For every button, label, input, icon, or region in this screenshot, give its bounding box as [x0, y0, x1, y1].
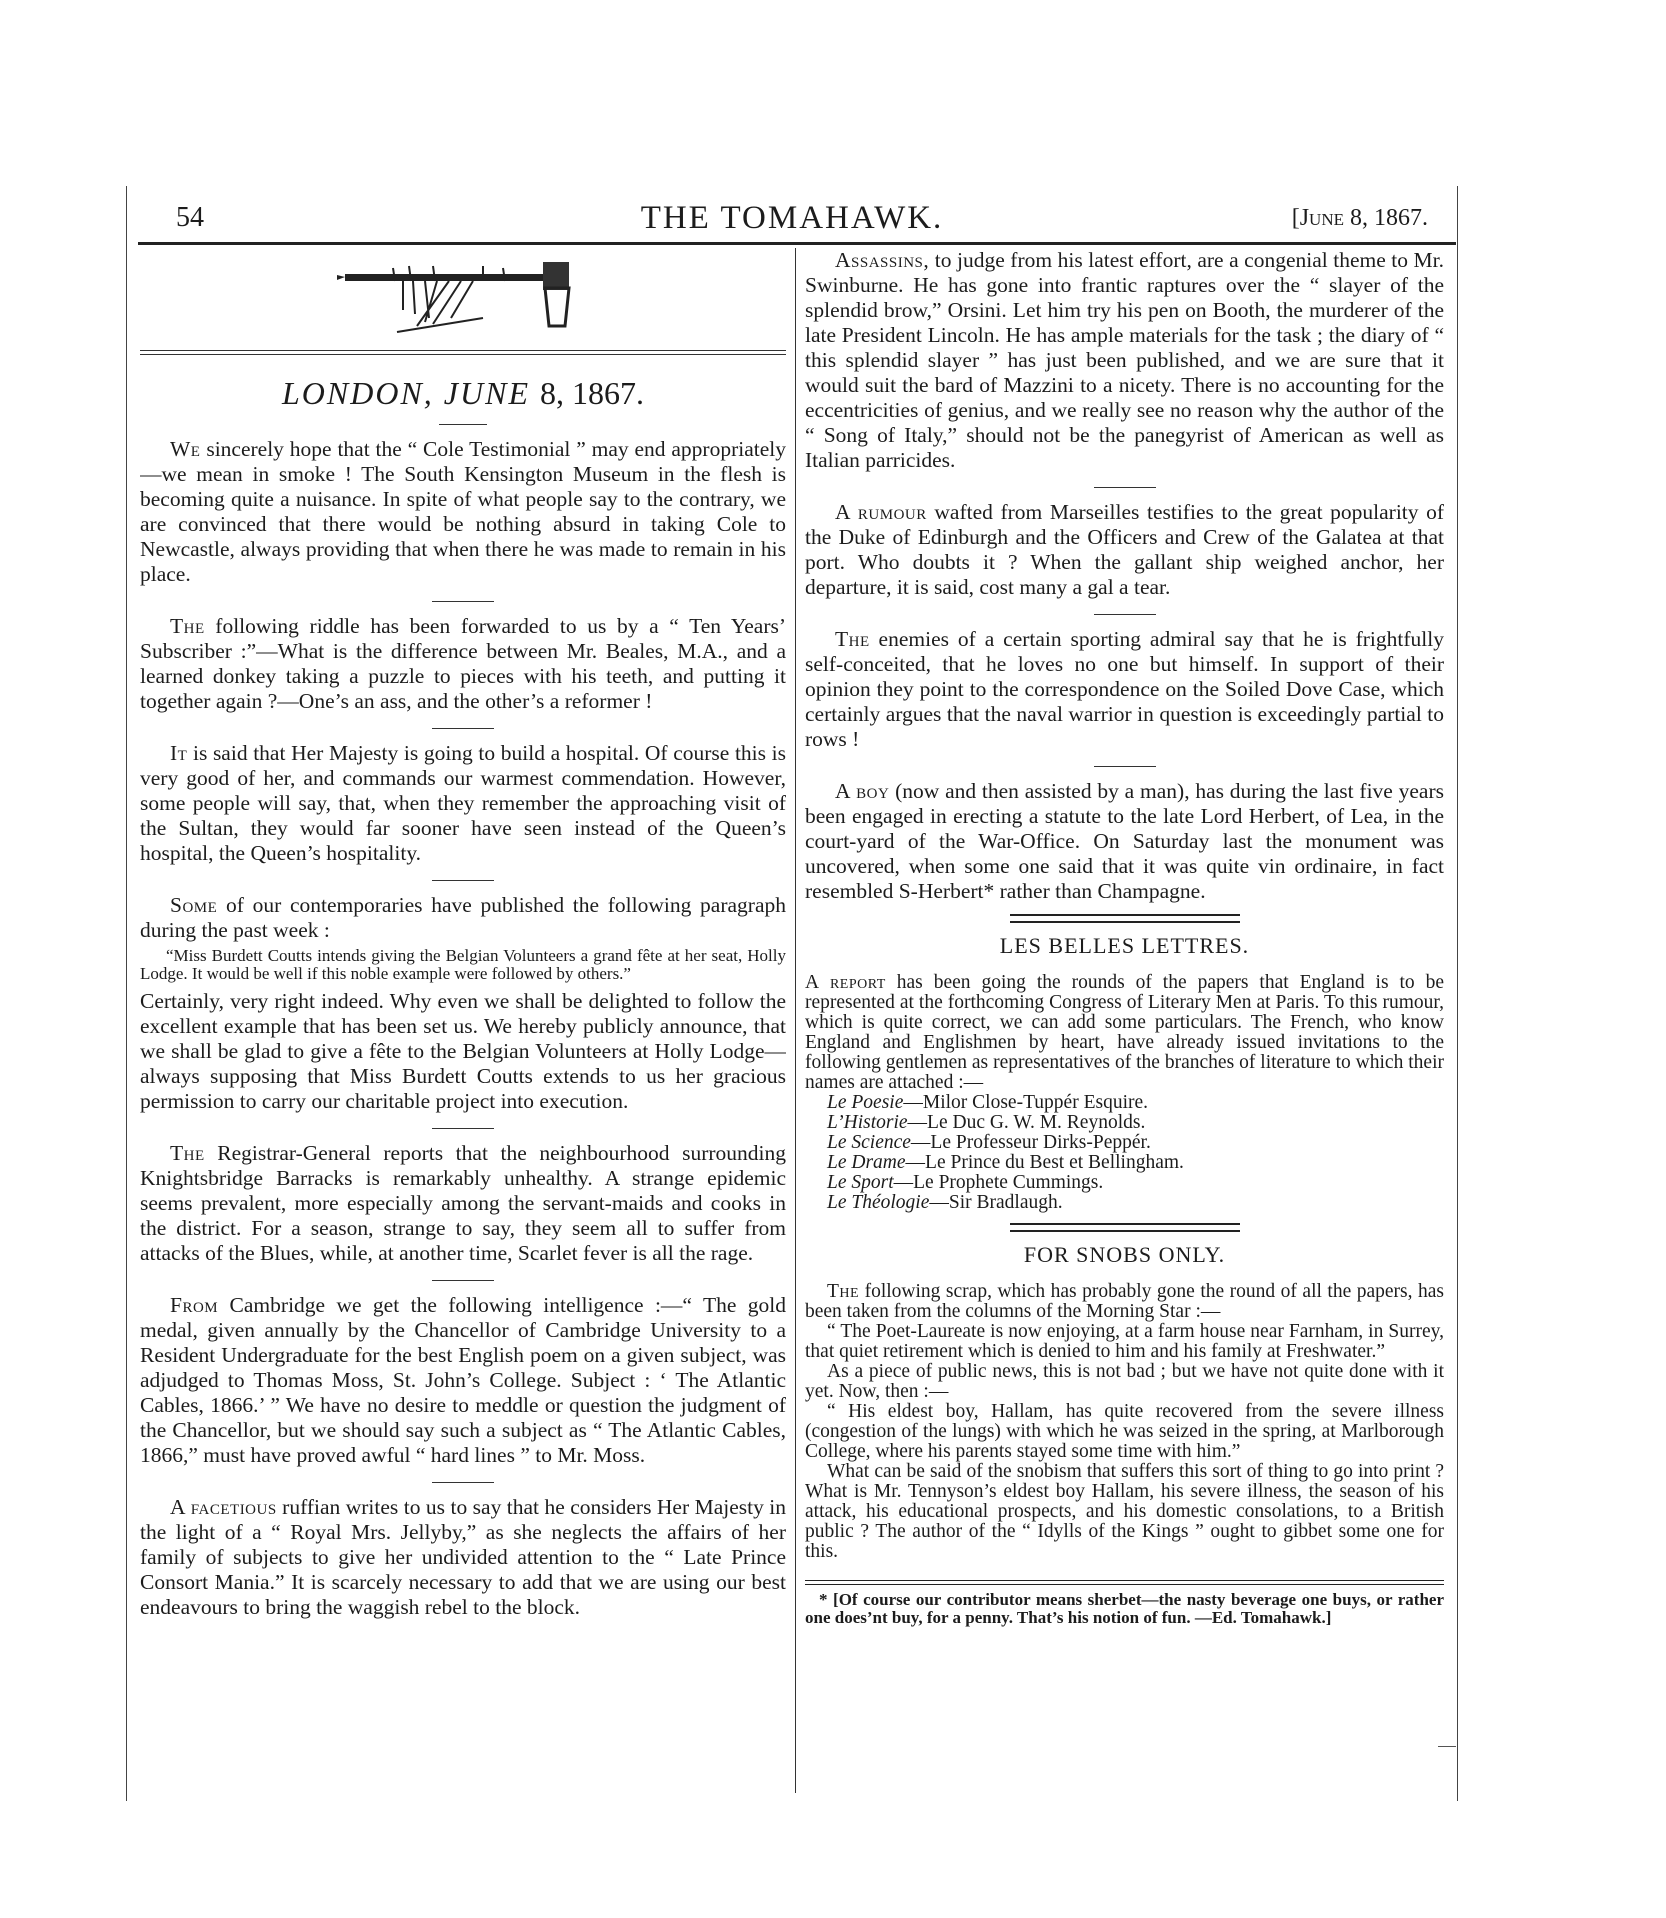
article-assassins — [805, 248, 1444, 473]
footnote: * [Of course our contributor means sherbet—the nasty beverage one buys, or rather one does’nt buy, for a penny. That’s his notion of fun. —Ed. Tomahawk.] — [805, 1590, 1444, 1627]
newspaper-page — [128, 186, 1456, 1801]
article-cole — [140, 437, 786, 587]
left-column — [140, 248, 786, 1793]
article-lead: A facetious — [170, 1495, 277, 1519]
article-facetious-ruffian — [140, 1495, 786, 1620]
article-burdett-coutts-continued: Certainly, very right indeed. Why even we shall be delighted to follow the excellent example that has been set us. We hereby publicly announce, that we shall be glad to give a fête to the Belgian Volunteers at Holly Lodge—always supposing that Miss Burdett Coutts extends to us her gracious permission to carry our charitable project into execution. — [140, 989, 786, 1113]
tail-mark — [1438, 1746, 1456, 1747]
list-item: Le Drame—Le Prince du Best et Bellingham. — [827, 1152, 1184, 1173]
section-heading-snobs: FOR SNOBS ONLY. — [1023, 1242, 1226, 1267]
article-sporting-admiral — [805, 627, 1444, 752]
article-lead: It — [170, 741, 188, 765]
section-rule — [1010, 1223, 1240, 1232]
snobs-quote-2: “ His eldest boy, Hallam, has quite recovered from the severe illness (congestion of the lungs) with which he was seized in the spring, at Marlborough College, where his parents stayed some time with him.” — [805, 1401, 1444, 1462]
separator — [432, 728, 494, 729]
article-lead: A rumour — [835, 500, 927, 524]
section-rule — [1010, 914, 1240, 923]
issue-date: [June 8, 1867. — [1291, 205, 1428, 231]
article-text: of our contemporaries have published the following paragraph during the past week : — [140, 893, 786, 942]
article-lead: From — [170, 1293, 219, 1317]
separator — [1094, 766, 1156, 767]
separator — [432, 880, 494, 881]
snobs-comment-2: What can be said of the snobism that suffers this sort of thing to go into print ? What is Mr. Tennyson’s eldest boy Hallam, his severe illness, the season of his attack, his educational prospects, and his domestic consolations, to a British public ? The author of the “ Idylls of the Kings ” ought to gibbet some one for this. — [805, 1461, 1444, 1562]
separator — [432, 1128, 494, 1129]
separator — [1094, 487, 1156, 488]
separator — [432, 1280, 494, 1281]
page-number: 54 — [176, 202, 204, 233]
article-burdett-coutts — [140, 893, 786, 943]
article-text: Registrar-General reports that the neighbourhood surrounding Knightsbridge Barracks is remarkably unhealthy. A strange epidemic seems prevalent, more especially among the servant-maids and cooks in the district. For a season, strange to say, they seem all to suffer from attacks of the Blues, while, at another time, Scarlet fever is all the rage. — [140, 1141, 786, 1265]
article-lead: The — [170, 1141, 205, 1165]
separator — [432, 1482, 494, 1483]
footnote-rule — [805, 1580, 1444, 1585]
article-lead: A report — [805, 972, 886, 993]
separator — [1094, 614, 1156, 615]
article-lead: A boy — [835, 779, 890, 803]
article-lead: We — [170, 437, 201, 461]
logo-rule — [140, 350, 786, 355]
list-item: Le Poesie—Milor Close-Tuppér Esquire. — [827, 1092, 1149, 1113]
separator — [432, 601, 494, 602]
article-statue — [805, 779, 1444, 904]
list-item: Le Théologie—Sir Bradlaugh. — [827, 1192, 1063, 1213]
article-lead: The — [827, 1281, 860, 1302]
snobs-comment-1: As a piece of public news, this is not bad ; but we have not quite done with it yet. Now, then :— — [805, 1361, 1444, 1402]
article-registrar-general — [140, 1141, 786, 1266]
list-item: L’Historie—Le Duc G. W. M. Reynolds. — [827, 1112, 1146, 1133]
dateline — [140, 375, 786, 412]
dateline-year: 8, 1867. — [540, 375, 644, 411]
article-text: following scrap, which has probably gone the round of all the papers, has been taken from the columns of the Morning Star :— — [805, 1281, 1444, 1322]
list-item: Le Science—Le Professeur Dirks-Peppér. — [827, 1132, 1151, 1153]
article-text: ruffian writes to us to say that he considers Her Majesty in the light of a “ Royal Mrs. Jellyby,” as she neglects the affairs of her family of subjects to give her undivided attention to the “ Late Prince Consort Mania.” It is scarcely necessary to add that we are using our best endeavours to bring the waggish rebel to the block. — [140, 1495, 786, 1619]
article-text: wafted from Marseilles testifies to the great popularity of the Duke of Edinburgh and the Officers and Crew of the Galatea at that port. Who doubts it ? When the gallant ship weighed anchor, her departure, it is said, cost many a gal a tear. — [805, 500, 1444, 599]
article-lead: Some — [170, 893, 218, 917]
article-belles-lettres — [805, 973, 1444, 1093]
article-text: to judge from his latest effort, are a congenial theme to Mr. Swinburne. He has gone into frantic raptures over the “ slayer of the splendid brow,” Orsini. Let him try his pen on Booth, the murderer of the late President Lincoln. He has ample materials for the task ; the diary of “ this splendid slayer ” has just been published, and we are sure that it would suit the bard of Mazzini to a nicety. There is no accounting for the eccentricities of genius, and we really see no reason why the author of the “ Song of Italy,” should not be the panegyrist of American as well as Italian parricides. — [805, 248, 1444, 472]
article-rumour-marseilles — [805, 500, 1444, 600]
article-text: enemies of a certain sporting admiral say that he is frightfully self-conceited, that he loves no one but himself. In support of their opinion they point to the correspondence on the Soiled Dove Case, which certainly argues that the naval warrior in question is exceedingly partial to rows ! — [805, 627, 1444, 751]
article-hospital — [140, 741, 786, 866]
separator — [439, 424, 487, 425]
article-text: (now and then assisted by a man), has during the last five years been engaged in erecting a statute to the late Lord Herbert, of Lea, in the court-yard of the War-Office. On Saturday last the monument was uncovered, when some one said that it was quite vin ordinaire, in fact resembled S-Herbert* rather than Champagne. — [805, 779, 1444, 903]
tomahawk-emblem-icon — [333, 248, 593, 344]
snobs-intro — [805, 1282, 1444, 1322]
article-lead: The — [170, 614, 205, 638]
article-text: sincerely hope that the “ Cole Testimonial ” may end appropriately—we mean in smoke ! The South Kensington Museum in the flesh is becoming quite a nuisance. In spite of what people say to the contrary, we are convinced that there would be nothing absurd in taking Cole to Newcastle, always providing that when there he was made to remain in his place. — [140, 437, 786, 586]
dateline-text: LONDON, JUNE — [281, 375, 530, 411]
snobs-quote-1: “ The Poet-Laureate is now enjoying, at a farm house near Farnham, in Surrey, that quiet retirement which is denied to him and his family at Freshwater.” — [805, 1321, 1444, 1362]
page-left-border — [126, 186, 127, 1801]
article-text: following riddle has been forwarded to us by a “ Ten Years’ Subscriber :”—What is the difference between Mr. Beales, M.A., and a learned donkey taking a puzzle to pieces with his teeth, and putting it together again ?—One’s an ass, and the other’s a reformer ! — [140, 614, 786, 713]
section-heading-belles-lettres: LES BELLES LETTRES. — [999, 933, 1250, 958]
article-lead: The — [835, 627, 870, 651]
article-text: Cambridge we get the following intelligence :—“ The gold medal, given annually by the Chancellor of Cambridge University to a Resident Undergraduate for the best English poem on a given subject, was adjudged to Thomas Moss, St. John’s College. Subject : ‘ The Atlantic Cables, 1866.’ ” We have no desire to meddle or question the judgment of the Chancellor, but we should say such a subject as “ The Atlantic Cables, 1866,” must have proved awful “ hard lines ” to Mr. Moss. — [140, 1293, 786, 1467]
page-header — [128, 200, 1456, 240]
article-riddle — [140, 614, 786, 714]
quoted-paragraph: “Miss Burdett Coutts intends giving the Belgian Volunteers a grand fête at her seat, Holly Lodge. It would be well if this noble example were followed by others.” — [140, 946, 786, 983]
article-cambridge — [140, 1293, 786, 1468]
article-text: is said that Her Majesty is going to build a hospital. Of course this is very good of her, and commands our warmest commendation. However, some people will say, that, when they remember the approaching visit of the Sultan, they would far sooner have seen instead of the Queen’s hospital, the Queen’s hospitality. — [140, 741, 786, 865]
literature-representatives-list — [827, 1093, 1444, 1213]
page-right-border — [1457, 186, 1458, 1801]
article-lead: Assassins, — [835, 248, 930, 272]
column-divider — [795, 248, 796, 1793]
right-column — [805, 248, 1444, 1793]
masthead-title: THE TOMAHAWK. — [640, 200, 944, 236]
list-item: Le Sport—Le Prophete Cummings. — [827, 1172, 1104, 1193]
header-rule — [138, 242, 1456, 245]
article-text: has been going the rounds of the papers that England is to be represented at the forthcoming Congress of Literary Men at Paris. To this rumour, which is quite correct, we can add some particulars. The French, who know England and Englishmen by heart, have already issued invitations to the following gentlemen as representatives of the branches of literature to which their names are attached :— — [805, 972, 1444, 1093]
